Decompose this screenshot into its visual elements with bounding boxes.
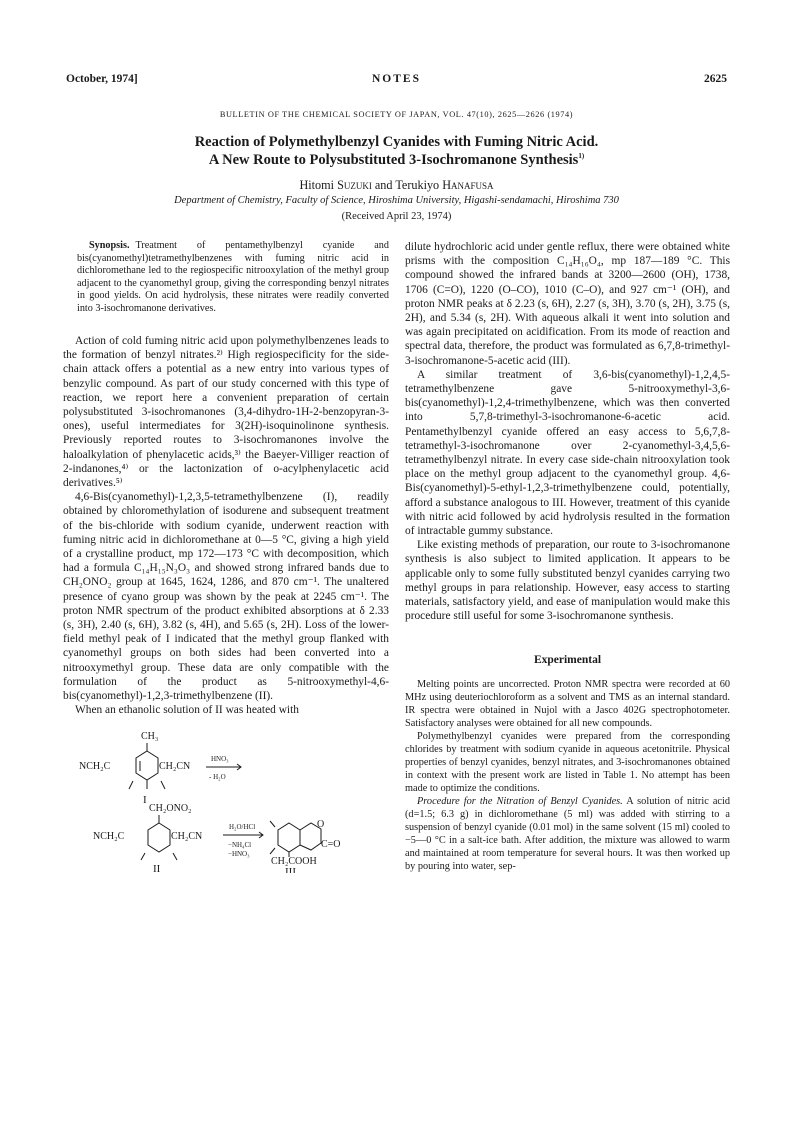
running-header-date: October, 1974] bbox=[66, 73, 138, 85]
paragraph-results-2-start: When an ethanolic solution of II was heated with bbox=[75, 704, 299, 717]
scheme-label-3: III bbox=[285, 866, 296, 874]
affiliation: Department of Chemistry, Faculty of Science, Hiroshima University, Higashi-sendamachi, Hiroshima 730 bbox=[174, 195, 619, 206]
scheme-ring-oxygen: O bbox=[317, 819, 325, 831]
synopsis-text: Treatment of pentamethylbenzyl cyanide and bis(cyanomethyl)tetramethylbenzenes with fuming nitric acid in dichloromethane led to the regiospecific nitrooxylation of the methyl group adjacent to the cyanomethyl group, giving the corresponding benzyl nitrates in good yields. On acid hydrolysis, these nitrates were readily converted into 3-isochromanone derivatives. bbox=[77, 240, 389, 314]
benzene-ring-3 bbox=[278, 823, 300, 852]
paragraph-exp-1: Melting points are uncorrected. Proton NMR spectra were recorded at 60 MHz using deuteriochloroform as a solvent and TMS as an internal standard. IR spectra were obtained in Nujol with a Jasco 402G spectrophotometer. Satisfactory analyses were obtained for all new compounds. bbox=[405, 678, 730, 729]
paragraph-results-3: A similar treatment of 3,6-bis(cyanomethyl)-1,2,4,5-tetramethylbenzene gave 5-nitrooxymethyl-3,6-bis(cyanomethyl)-1,2,4-trimethylbenzene, which was then converted into 5,7,8-trimethyl-3-isochromanone-6-acetic acid. Pentamethylbenzyl cyanide offered an easy access to 5,6,7,8-tetramethyl-3-isochromanone over 2-cyanomethyl-3,4,5,6-tetramethylbenzyl nitrate. In every case side-chain nitrooxylation took place on the methyl group adjacent to the cyanomethyl group. 4,6-Bis(cyanomethyl)-5-ethyl-1,2,3-trimethylbenzene could, potentially, afford a substance analogous to III. However, treatment of this cyanide with nitric acid followed by acid hydrolysis resulted in the formation of intractable gummy substance. bbox=[405, 368, 730, 538]
authors bbox=[0, 178, 793, 193]
paragraph-exp-2: Polymethylbenzyl cyanides were prepared from the corresponding chlorides by treatment with sodium cyanide in aqueous acetonitrile. Physical properties of benzyl cyanides, benzyl nitrates, and 3-isochromanones obtained in context with the present work are listed in Table 1. No attempt has been made to optimize the conditions. bbox=[405, 730, 730, 794]
right-column bbox=[405, 240, 730, 873]
scheme-ch2cn-1: CH₂CN bbox=[159, 761, 191, 773]
running-header-section: NOTES bbox=[372, 73, 421, 85]
left-column bbox=[63, 240, 389, 878]
scheme-hno3: HNO₃ bbox=[211, 755, 229, 764]
paragraph-intro: Action of cold fuming nitric acid upon polymethylbenzenes leads to the formation of benzyl nitrates.²⁾ High regiospecificity for the side-chain attack offers a potential as a new entry into various types of benzylic compound. As part of our study concerned with this type of reaction, we report here a convenient preparation of certain polysubstituted 3-isochromanones (3,4-dihydro-1H-2-benzopyran-3-ones), useful intermediates for 3(2H)-isoquinolinone synthesis. Previously reported routes to 3-isochromanones involve the haloalkylation of phenylacetic acids,³⁾ the Baeyer-Villiger reaction of 2-indanones,⁴⁾ or the lactonization of o-acylphenylacetic acid derivatives.⁵⁾ bbox=[63, 335, 389, 490]
title-line-1: Reaction of Polymethylbenzyl Cyanides with Fuming Nitric Acid. bbox=[194, 134, 599, 150]
scheme-label-2: II bbox=[153, 863, 161, 874]
section-heading-experimental: Experimental bbox=[533, 654, 602, 667]
author-2-family: Hanafusa bbox=[442, 178, 494, 192]
scheme-ch2cn-2: CH₂CN bbox=[171, 831, 203, 843]
paragraph-discussion: Like existing methods of preparation, our route to 3-isochromanone synthesis is also subject to limited application. It appears to be applicable only to some fully substituted benzyl cyanides carrying two methyl groups in para relationship. However, easy access to starting materials, satisfactory yield, and ease of manipulation would make this procedure still useful for some 3-isochromanone synthesis. bbox=[405, 539, 730, 623]
author-and: and bbox=[374, 178, 393, 192]
author-1-given: Hitomi bbox=[299, 178, 335, 192]
benzene-ring-1 bbox=[136, 751, 158, 780]
paragraph-exp-3 bbox=[405, 795, 730, 873]
scheme-nch2c-2: NCH₂C bbox=[93, 831, 125, 843]
page-number: 2625 bbox=[704, 73, 727, 85]
title-line-2-text: A New Route to Polysubstituted 3-Isochromanone Synthesis bbox=[208, 152, 579, 168]
scheme-h2o-hcl: H₂O/HCl bbox=[229, 823, 256, 832]
procedure-title: Procedure for the Nitration of Benzyl Cyanides. bbox=[417, 795, 623, 807]
paragraph-results-1: 4,6-Bis(cyanomethyl)-1,2,3,5-tetramethylbenzene (I), readily obtained by chloromethylation of isodurene and subsequent treatment of the bis-chloride with sodium cyanide, underwent reaction with fuming nitric acid in dichloromethane at 0—5 °C, giving a high yield of a crystalline product, mp 172—173 °C with decomposition, which had a formula C₁₄H₁₅N₃O₃ and showed strong infrared bands due to CH₂ONO₂ group at 1645, 1624, 1286, and 870 cm⁻¹. The unaltered presence of cyano group was shown by the peak at 2245 cm⁻¹. The proton NMR spectrum of the product exhibited absorptions at δ 2.33 (s, 3H), 2.40 (s, 6H), 3.82 (s, 4H), and 5.65 (s, 2H). Loss of the lower-field methyl peak of I indicated that the methyl group flanked with cyanomethyl groups on both sides had been converted into a nitrooxymethyl group. These data are only compatible with the formulation of the product as 5-nitrooxymethyl-4,6-bis(cyanomethyl)-1,2,3-trimethylbenzene (II). bbox=[63, 491, 389, 703]
author-1-family: Suzuki bbox=[337, 178, 372, 192]
scheme-nch2c-1: NCH₂C bbox=[79, 761, 111, 773]
synopsis bbox=[63, 240, 389, 315]
title-line-2 bbox=[0, 152, 793, 169]
reaction-scheme bbox=[63, 723, 389, 873]
paragraph-results-2: dilute hydrochloric acid under gentle reflux, there were obtained white prisms with the composition C₁₄H₁₆O₄, mp 187—189 °C. This compound showed the infrared bands at 3200—2600 (OH), 1738, 1706 (C=O), 1220 (O–CO), 1010 (C–O), and 927 cm⁻¹ (OH), and proton NMR peaks at δ 2.23 (s, 6H), 2.27 (s, 3H), 3.70 (s, 2H), 3.75 (s, 2H), and 5.34 (s, 2H). With aqueous alkali it went into solution and was again precipitated on acidification. From its mode of reaction and spectral data, therefore, the product was formulated as 6,7,8-trimethyl-3-isochromanone-5-acetic acid (III). bbox=[405, 241, 730, 367]
received-date: (Received April 23, 1974) bbox=[341, 211, 452, 222]
title-footnote: 1) bbox=[578, 152, 585, 161]
author-2-given: Terukiyo bbox=[395, 178, 440, 192]
scheme-carbonyl: C=O bbox=[321, 839, 341, 851]
scheme-label-1: I bbox=[143, 794, 147, 807]
scheme-ch3-1: CH₃ bbox=[141, 731, 159, 743]
journal-citation: BULLETIN OF THE CHEMICAL SOCIETY OF JAPAN, VOL. 47(10), 2625—2626 (1974) bbox=[219, 110, 574, 119]
scheme-ch2ono2: CH₂ONO₂ bbox=[149, 803, 192, 815]
synopsis-label: Synopsis. bbox=[89, 240, 130, 251]
scheme-ch2cooh: CH₂COOH bbox=[271, 856, 317, 868]
procedure-text: A solution of nitric acid (d=1.5; 6.3 g) in dichloromethane (5 ml) was added with stirring to a suspension of benzyl cyanide (0.01 mol) in the same solvent (15 ml) cooled to −5—0 °C in a salt-ice bath. After addition, the mixture was allowed to warm and maintained at room temperature for several hours. It was then worked up by pouring into water, sep- bbox=[405, 795, 730, 872]
scheme-minus-nh4cl: −NH₄Cl bbox=[228, 841, 252, 850]
scheme-minus-h2o: - H₂O bbox=[209, 773, 226, 782]
scheme-minus-hno3: −HNO₃ bbox=[228, 850, 250, 859]
benzene-ring-2 bbox=[148, 823, 170, 852]
